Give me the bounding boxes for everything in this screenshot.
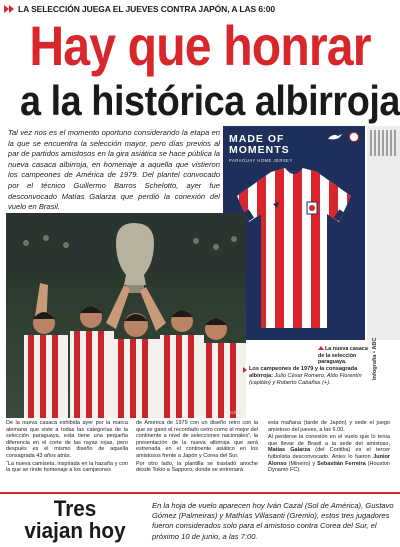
headline-line-1: Hay que honrar bbox=[29, 14, 371, 77]
caption-1979-champions bbox=[243, 366, 365, 387]
kicker-text: LA SELECCIÓN JUEGA EL JUEVES CONTRA JAPÓN, A LAS 6:00 bbox=[18, 4, 275, 14]
sidebar-title-line-1: Tres bbox=[53, 496, 97, 521]
lede-paragraph: Tal vez nos es el momento oportuno considerando la etapa en la que se encuentra la selección mayor, pero días previos al par de partidos amistosos en la gira asiática se hace pública la nueva casaca albirroja, en homenaje a aquella que vistieron los campeones de América de 1979. Del plantel convocado por el técnico Guillermo Barros Schelotto, ayer fue desconvocado Matías Galarza que perdió la conexión del vuelo en Brasil. bbox=[8, 128, 220, 212]
champions-1979-photo bbox=[6, 213, 246, 418]
body-column-2 bbox=[136, 420, 258, 475]
body-paragraph: de América de 1979 con un diseño retro con la que se ganó el recordado cetro como el mejor del continente a nivel de selecciones nacionales”, la presentación de la nueva albirroja que será estrenada en el continente asiático en los amistosos frente a Japón y Corea del Sur. bbox=[136, 420, 258, 459]
body-text: (Mineiro) y bbox=[286, 460, 318, 467]
body-text: (del Coritiba) es el tercer futbolista desconvocado. Antes lo fueron bbox=[268, 447, 390, 460]
caption-1979-bold: Los campeones de 1979 y la consagrada albirroja: bbox=[249, 366, 358, 379]
body-paragraph: De la nueva casaca exhibida ayer por la marca alemana que viste a todas las categorías de la selección paraguaya, esta tiene una pequeña diferencia en el corte de las rayas rojas, pero después es el mismo diseño de aquella consagrada 43 años atrás. bbox=[6, 420, 128, 459]
sidebar-body: En la hoja de vuelo aparecen hoy Iván Cazal (Sol de América), Gustavo Gómez (Palmeiras) y Mathías Villasanti (Gremio), estos tres jugadores fueron considerados solo para el amistoso contra Corea del Sur, el próximo 10 de junio, a las 7:00. bbox=[152, 501, 394, 541]
double-chevron-icon bbox=[4, 5, 15, 14]
caption-1979-names: Julio César Romero, Aldo Florentín (capitán) y Roberto Cabañas (+). bbox=[249, 373, 362, 386]
photo-credit: Archivo bbox=[226, 410, 242, 415]
product-title-line-1: MADE OF bbox=[229, 133, 285, 145]
champions-photo-illustration bbox=[6, 213, 246, 418]
body-column-1 bbox=[6, 420, 128, 475]
body-paragraph: “La nueva camiseta, inspirada en la hazaña y con la que se rinde homenaje a los campeones bbox=[6, 460, 128, 474]
caption-new-jersey-text: La nueva casaca de la selección paraguaya. bbox=[318, 346, 368, 366]
player-name: Junior Alonso bbox=[268, 453, 390, 467]
sidebar-title-line-2: viajan hoy bbox=[24, 518, 126, 543]
federation-crest-icon bbox=[349, 132, 359, 142]
body-text: (Houston Dynamo FC). bbox=[268, 460, 390, 474]
body-text: Al perderse la conexión en el vuelo que lo tenía que llevar de Brasil a la sede del amistoso, bbox=[268, 434, 390, 447]
body-column-3 bbox=[268, 420, 390, 475]
product-title-line-2: MOMENTS bbox=[229, 144, 290, 156]
headline-line-2: a la histórica albirroja bbox=[20, 77, 400, 124]
product-brand bbox=[229, 134, 293, 163]
triangle-up-icon bbox=[318, 346, 324, 350]
infographic-credit: Infografía • ABC bbox=[372, 337, 378, 380]
player-name: Matías Galarza bbox=[268, 447, 311, 454]
puma-logo-icon bbox=[327, 133, 343, 141]
product-subtitle: PARAGUAY HOME JERSEY bbox=[229, 158, 293, 163]
body-paragraph bbox=[268, 434, 390, 474]
jersey-illustration bbox=[233, 166, 355, 332]
body-paragraph: Por otro lado, la plantilla se trasladó anoche desde Tokio a Sapporo, donde se entrenará bbox=[136, 460, 258, 474]
sidebar-tres-viajan-hoy bbox=[0, 492, 400, 547]
side-strip bbox=[367, 126, 400, 340]
caption-new-jersey bbox=[318, 346, 368, 366]
sidebar-title bbox=[10, 498, 140, 542]
body-paragraph: esta mañana (tarde de Japón) y sede el juego amistoso del jueves, a las 6.00. bbox=[268, 420, 390, 433]
qr-code-icon bbox=[370, 130, 396, 156]
player-name: Sebastián Ferreira bbox=[317, 460, 366, 467]
